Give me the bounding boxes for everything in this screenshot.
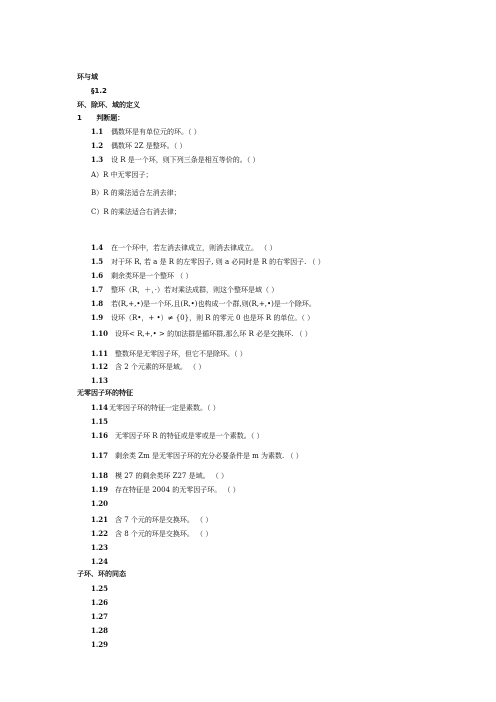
judge-number: 1	[77, 114, 82, 122]
list-item: 1.19 存在特征是 2004 的无零因子环。 （ ）	[91, 485, 240, 494]
list-item: 1.22 含 8 个元的环是交换环。 （ ）	[91, 529, 213, 538]
heading-definitions: 环、除环、域的定义	[77, 101, 140, 109]
list-item: 1.27	[91, 612, 109, 621]
list-item: 1.26	[91, 598, 109, 607]
list-item: B）R 的乘法适合左消去律；	[91, 189, 181, 197]
judge-heading	[77, 114, 124, 123]
list-item: 1.23	[91, 543, 109, 552]
list-item: 1.4 在一个环中，若左消去律成立，则消去律成立。 （ ）	[91, 243, 277, 252]
list-item: 1.1 偶数环是有单位元的环。（ ）	[91, 127, 201, 136]
list-item: 1.3 设 R 是一个环，则下列三条是相互等价的。（ ）	[91, 155, 260, 164]
list-item: 1.21 含 7 个元的环是交换环。 （ ）	[91, 515, 213, 524]
section-number: §1.2	[91, 87, 107, 95]
list-item: 1.2 偶数环 2Z 是整环。（ ）	[91, 141, 187, 150]
list-item: 1.16 无零因子环 R 的特征或是零或是一个素数。（ ）	[91, 431, 264, 440]
heading-subring: 子环、环的同态	[77, 570, 126, 578]
list-item: 1.24	[91, 557, 109, 566]
list-item: 1.20	[91, 499, 109, 508]
list-item: 1.12 含 2 个元素的环是域。 （ ）	[91, 362, 206, 371]
list-item: 1.11 整数环是无零因子环，但它不是除环。（ ）	[91, 349, 247, 358]
list-item: 1.5 对于环 R, 若 a 是 R 的左零因子, 则 a 必同时是 R 的右零因子. （ ）	[91, 257, 325, 266]
list-item: 1.14无零因子环的特征一定是素数。（ ）	[91, 403, 220, 412]
list-item: 1.29	[91, 640, 109, 649]
list-item: 1.25	[91, 584, 109, 593]
list-item: 1.28	[91, 626, 109, 635]
list-item: 1.18 模 27 的剩余类环 Z27 是域。 （ ）	[91, 471, 229, 480]
judge-label: 判断题：	[96, 114, 125, 122]
list-item: A）R 中无零因子；	[91, 171, 153, 179]
heading-characteristic: 无零因子环的特征	[77, 389, 133, 397]
list-item: 1.7 整环（R，＋，·）若对乘法成群，则这个整环是域（ ）	[91, 285, 279, 294]
list-item: C）R 的乘法适合右消去律；	[91, 208, 181, 216]
list-item: 1.13	[91, 376, 109, 385]
list-item: 1.17 剩余类 Zm 是无零因子环的充分必要条件是 m 为素数. （ ）	[91, 451, 303, 460]
list-item: 1.6 剩余类环是一个整环 （ ）	[91, 271, 193, 280]
page-title: 环与域	[77, 73, 98, 81]
list-item: 1.10 设环< R,+,• > 的加法群是循环群,那么环 R 必是交换环. （ ）	[91, 329, 312, 338]
list-item: 1.8 若(R,+,•)是一个环,且(R,•)也构成一个群,则(R,+,•)是一个除环。	[91, 299, 316, 308]
list-item: 1.9 设环（R•，+ •）≠ {0}，则 R 的零元 0 也是环 R 的单位。（ ）	[91, 313, 315, 322]
list-item: 1.15	[91, 417, 109, 426]
